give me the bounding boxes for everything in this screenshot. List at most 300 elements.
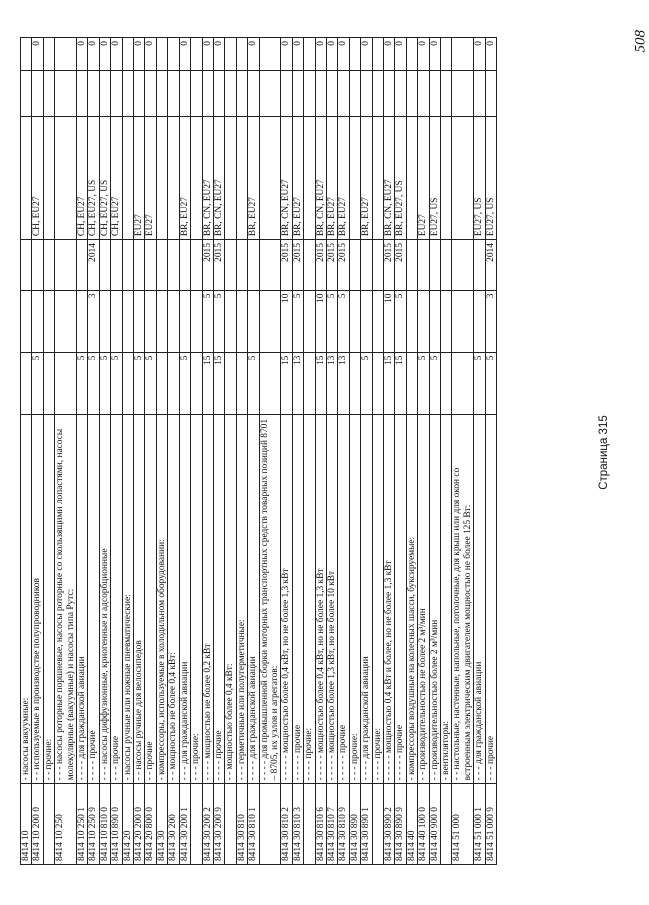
row-rate bbox=[236, 352, 247, 414]
row-rate bbox=[259, 352, 281, 414]
row-zero: 0 bbox=[99, 38, 110, 71]
row-year bbox=[361, 240, 372, 291]
table-row bbox=[145, 38, 156, 865]
table-row bbox=[179, 38, 190, 865]
row-rate-reduced: 5 bbox=[292, 290, 303, 352]
row-year bbox=[429, 240, 440, 291]
row-description: - - - - прочие bbox=[213, 414, 224, 784]
row-empty-cell bbox=[395, 70, 406, 116]
row-rate bbox=[21, 352, 32, 414]
table-row bbox=[361, 38, 372, 865]
row-empty-cell bbox=[429, 70, 440, 116]
table-row bbox=[32, 38, 43, 865]
table-row bbox=[326, 38, 337, 865]
row-countries: BR, CN, EU27 bbox=[384, 116, 395, 239]
row-countries: EU27 bbox=[145, 116, 156, 239]
row-zero: 0 bbox=[292, 38, 303, 71]
row-empty-cell bbox=[168, 70, 179, 116]
row-code: 8414 30 810 3 bbox=[292, 784, 303, 865]
row-empty-cell bbox=[156, 70, 167, 116]
row-description: - - - для гражданской авиации bbox=[179, 414, 190, 784]
row-rate-reduced bbox=[441, 290, 452, 352]
row-code: 8414 30 810 bbox=[236, 784, 247, 865]
row-year bbox=[168, 240, 179, 291]
row-empty-cell bbox=[485, 70, 496, 116]
row-empty-cell bbox=[259, 70, 281, 116]
row-zero: 0 bbox=[134, 38, 145, 71]
row-empty-cell bbox=[384, 70, 395, 116]
row-zero bbox=[304, 38, 315, 71]
row-rate bbox=[452, 352, 474, 414]
row-year: 2015 bbox=[292, 240, 303, 291]
row-countries: CH, EU27 bbox=[77, 116, 88, 239]
row-code: 8414 30 890 9 bbox=[395, 784, 406, 865]
row-description: - - прочие: bbox=[43, 414, 54, 784]
row-description: - - - для гражданской авиации bbox=[474, 414, 485, 784]
row-rate-reduced bbox=[248, 290, 259, 352]
row-rate: 15 bbox=[281, 352, 292, 414]
row-description: - - - - - мощностью более 0,4 кВт, но не более 1,3 кВт bbox=[315, 414, 326, 784]
row-description: - насосы вакуумные: bbox=[21, 414, 32, 784]
row-code: 8414 51 000 1 bbox=[474, 784, 485, 865]
row-countries: BR, EU27 bbox=[248, 116, 259, 239]
row-countries bbox=[43, 116, 54, 239]
row-year bbox=[77, 240, 88, 291]
row-code: 8414 20 bbox=[122, 784, 133, 865]
row-rate: 5 bbox=[248, 352, 259, 414]
row-rate-reduced bbox=[372, 290, 383, 352]
table-row bbox=[304, 38, 315, 865]
row-zero bbox=[43, 38, 54, 71]
row-code: 8414 30 890 bbox=[349, 784, 360, 865]
row-rate bbox=[225, 352, 236, 414]
row-countries: EU27, US bbox=[429, 116, 440, 239]
handwritten-page-number: 508 bbox=[632, 30, 648, 53]
row-rate-reduced bbox=[191, 290, 202, 352]
row-description: - - - прочие bbox=[111, 414, 122, 784]
row-description: - - мощностью более 0,4 кВт: bbox=[225, 414, 236, 784]
row-countries: CH, EU27 bbox=[32, 116, 43, 239]
row-year: 2015 bbox=[384, 240, 395, 291]
row-countries: EU27, US bbox=[474, 116, 485, 239]
row-rate: 5 bbox=[77, 352, 88, 414]
row-rate bbox=[191, 352, 202, 414]
row-year bbox=[134, 240, 145, 291]
row-code: 8414 10 200 0 bbox=[32, 784, 43, 865]
row-year: 2015 bbox=[213, 240, 224, 291]
row-empty-cell bbox=[248, 70, 259, 116]
row-empty-cell bbox=[452, 70, 474, 116]
table-row bbox=[168, 38, 179, 865]
row-zero: 0 bbox=[395, 38, 406, 71]
row-zero: 0 bbox=[145, 38, 156, 71]
row-rate: 15 bbox=[213, 352, 224, 414]
row-description: - - используемые в производстве полупроводников bbox=[32, 414, 43, 784]
row-code: 8414 10 250 bbox=[55, 784, 77, 865]
row-year bbox=[304, 240, 315, 291]
row-countries: BR, CN, EU27 bbox=[281, 116, 292, 239]
row-description: - - - - - прочие bbox=[338, 414, 349, 784]
row-empty-cell bbox=[32, 70, 43, 116]
row-rate bbox=[168, 352, 179, 414]
row-empty-cell bbox=[338, 70, 349, 116]
row-countries bbox=[21, 116, 32, 239]
row-empty-cell bbox=[191, 70, 202, 116]
row-rate bbox=[349, 352, 360, 414]
row-code: 8414 30 200 1 bbox=[179, 784, 190, 865]
row-rate-reduced bbox=[474, 290, 485, 352]
row-rate: 5 bbox=[485, 352, 496, 414]
row-countries bbox=[304, 116, 315, 239]
row-empty-cell bbox=[202, 70, 213, 116]
row-code: 8414 20 200 0 bbox=[134, 784, 145, 865]
table-row bbox=[452, 38, 474, 865]
row-empty-cell bbox=[21, 70, 32, 116]
row-description: - - - прочие: bbox=[191, 414, 202, 784]
table-row bbox=[236, 38, 247, 865]
row-year bbox=[21, 240, 32, 291]
row-rate-reduced bbox=[304, 290, 315, 352]
table-row bbox=[99, 38, 110, 865]
row-rate: 5 bbox=[145, 352, 156, 414]
row-description: - - - - мощностью не более 0,2 кВт bbox=[202, 414, 213, 784]
row-empty-cell bbox=[474, 70, 485, 116]
row-rate-reduced bbox=[452, 290, 474, 352]
row-empty-cell bbox=[315, 70, 326, 116]
row-rate: 5 bbox=[32, 352, 43, 414]
row-year: 2015 bbox=[202, 240, 213, 291]
row-rate: 15 bbox=[395, 352, 406, 414]
row-rate-reduced bbox=[111, 290, 122, 352]
row-countries bbox=[156, 116, 167, 239]
row-description: - - - - прочие: bbox=[372, 414, 383, 784]
row-description: - - мощностью не более 0,4 кВт: bbox=[168, 414, 179, 784]
row-zero bbox=[191, 38, 202, 71]
row-countries bbox=[441, 116, 452, 239]
row-code: 8414 30 810 7 bbox=[326, 784, 337, 865]
row-description: - - - герметичные или полугерметичные: bbox=[236, 414, 247, 784]
row-zero: 0 bbox=[326, 38, 337, 71]
row-rate-reduced: 5 bbox=[395, 290, 406, 352]
row-year bbox=[111, 240, 122, 291]
row-year: 2015 bbox=[281, 240, 292, 291]
row-zero: 0 bbox=[248, 38, 259, 71]
row-rate-reduced bbox=[418, 290, 429, 352]
row-year bbox=[236, 240, 247, 291]
row-rate-reduced bbox=[145, 290, 156, 352]
row-year bbox=[225, 240, 236, 291]
row-description: - - - - - прочие bbox=[395, 414, 406, 784]
table-row bbox=[43, 38, 54, 865]
row-rate: 5 bbox=[474, 352, 485, 414]
row-rate: 13 bbox=[338, 352, 349, 414]
row-code: 8414 10 890 0 bbox=[111, 784, 122, 865]
row-year bbox=[122, 240, 133, 291]
row-countries: BR, CN, EU27 bbox=[202, 116, 213, 239]
row-empty-cell bbox=[122, 70, 133, 116]
row-countries bbox=[236, 116, 247, 239]
row-rate-reduced bbox=[168, 290, 179, 352]
row-description: - - - - для гражданской авиации bbox=[248, 414, 259, 784]
row-countries: EU27 bbox=[134, 116, 145, 239]
row-year bbox=[145, 240, 156, 291]
row-year bbox=[474, 240, 485, 291]
row-zero: 0 bbox=[361, 38, 372, 71]
row-empty-cell bbox=[441, 70, 452, 116]
row-description: - - - - - прочие bbox=[292, 414, 303, 784]
row-description: - - - - для гражданской авиации bbox=[361, 414, 372, 784]
row-rate bbox=[43, 352, 54, 414]
table-row bbox=[281, 38, 292, 865]
row-empty-cell bbox=[77, 70, 88, 116]
row-empty-cell bbox=[43, 70, 54, 116]
row-year: 2015 bbox=[338, 240, 349, 291]
row-rate: 5 bbox=[99, 352, 110, 414]
table-row bbox=[77, 38, 88, 865]
row-countries bbox=[168, 116, 179, 239]
row-year: 2015 bbox=[326, 240, 337, 291]
table-row bbox=[156, 38, 167, 865]
row-empty-cell bbox=[418, 70, 429, 116]
row-zero bbox=[168, 38, 179, 71]
table-row bbox=[429, 38, 440, 865]
row-rate bbox=[304, 352, 315, 414]
row-countries: CH, EU27, US bbox=[88, 116, 99, 239]
row-description: - компрессоры воздушные на колесных шасси, буксируемые: bbox=[406, 414, 417, 784]
row-countries: BR, EU27 bbox=[292, 116, 303, 239]
row-zero bbox=[441, 38, 452, 71]
row-code: 8414 30 810 6 bbox=[315, 784, 326, 865]
row-empty-cell bbox=[111, 70, 122, 116]
table-row bbox=[259, 38, 281, 865]
row-rate-reduced: 5 bbox=[338, 290, 349, 352]
row-rate-reduced bbox=[349, 290, 360, 352]
row-code: 8414 30 890 2 bbox=[384, 784, 395, 865]
page-footer: Страница 315 bbox=[598, 415, 610, 490]
row-year: 2014 bbox=[485, 240, 496, 291]
table-row bbox=[315, 38, 326, 865]
row-empty-cell bbox=[179, 70, 190, 116]
row-year bbox=[259, 240, 281, 291]
row-countries: EU27 bbox=[418, 116, 429, 239]
row-rate-reduced bbox=[361, 290, 372, 352]
row-countries bbox=[55, 116, 77, 239]
tariff-table bbox=[20, 37, 497, 865]
row-rate: 5 bbox=[134, 352, 145, 414]
row-year bbox=[99, 240, 110, 291]
row-rate bbox=[372, 352, 383, 414]
row-countries: BR, CN, EU27 bbox=[315, 116, 326, 239]
table-row bbox=[88, 38, 99, 865]
row-empty-cell bbox=[145, 70, 156, 116]
row-year bbox=[55, 240, 77, 291]
row-countries: BR, CN, EU27 bbox=[213, 116, 224, 239]
row-rate bbox=[441, 352, 452, 414]
row-year bbox=[349, 240, 360, 291]
row-code: 8414 51 000 bbox=[452, 784, 474, 865]
table-row bbox=[213, 38, 224, 865]
row-rate-reduced: 10 bbox=[384, 290, 395, 352]
row-description: - - - - - мощностью 0,4 кВт и более, но не более 1,3 кВт bbox=[384, 414, 395, 784]
row-countries bbox=[122, 116, 133, 239]
row-empty-cell bbox=[292, 70, 303, 116]
row-countries bbox=[452, 116, 474, 239]
row-code: 8414 40 900 0 bbox=[429, 784, 440, 865]
row-zero: 0 bbox=[474, 38, 485, 71]
row-rate-reduced: 5 bbox=[213, 290, 224, 352]
row-zero: 0 bbox=[485, 38, 496, 71]
row-rate-reduced bbox=[99, 290, 110, 352]
row-description: - насосы ручные или ножные пневматические: bbox=[122, 414, 133, 784]
row-zero: 0 bbox=[88, 38, 99, 71]
row-rate-reduced: 10 bbox=[315, 290, 326, 352]
row-year bbox=[441, 240, 452, 291]
table-row bbox=[372, 38, 383, 865]
row-rate-reduced bbox=[55, 290, 77, 352]
row-rate-reduced: 3 bbox=[485, 290, 496, 352]
row-year: 2014 bbox=[88, 240, 99, 291]
row-rate-reduced bbox=[236, 290, 247, 352]
table-row bbox=[395, 38, 406, 865]
row-description: - - производительностью не более 2 м³/мин bbox=[418, 414, 429, 784]
row-rate-reduced bbox=[179, 290, 190, 352]
table-row bbox=[418, 38, 429, 865]
row-zero bbox=[259, 38, 281, 71]
row-zero: 0 bbox=[32, 38, 43, 71]
row-rate: 5 bbox=[88, 352, 99, 414]
row-year bbox=[32, 240, 43, 291]
row-rate-reduced bbox=[259, 290, 281, 352]
row-empty-cell bbox=[304, 70, 315, 116]
row-rate-reduced bbox=[429, 290, 440, 352]
row-zero: 0 bbox=[281, 38, 292, 71]
row-rate bbox=[122, 352, 133, 414]
row-countries bbox=[372, 116, 383, 239]
row-countries bbox=[406, 116, 417, 239]
row-zero bbox=[55, 38, 77, 71]
row-rate-reduced bbox=[156, 290, 167, 352]
row-countries: BR, EU27 bbox=[361, 116, 372, 239]
row-description: - - насосы ручные для велосипедов bbox=[134, 414, 145, 784]
row-description: - - - насосы диффузионные, криогенные и адсорбционные bbox=[99, 414, 110, 784]
row-code: 8414 30 200 9 bbox=[213, 784, 224, 865]
row-code: 8414 30 890 1 bbox=[361, 784, 372, 865]
row-description: - - - - - мощностью более 0,4 кВт, но не более 1,3 кВт bbox=[281, 414, 292, 784]
table-row bbox=[406, 38, 417, 865]
row-countries bbox=[349, 116, 360, 239]
row-countries: BR, EU27 bbox=[338, 116, 349, 239]
row-rate-reduced: 10 bbox=[281, 290, 292, 352]
row-countries: EU27, US bbox=[485, 116, 496, 239]
row-zero: 0 bbox=[202, 38, 213, 71]
row-code: 8414 30 810 2 bbox=[281, 784, 292, 865]
row-year bbox=[156, 240, 167, 291]
row-zero: 0 bbox=[179, 38, 190, 71]
row-rate bbox=[55, 352, 77, 414]
row-zero bbox=[225, 38, 236, 71]
row-empty-cell bbox=[134, 70, 145, 116]
row-rate: 5 bbox=[361, 352, 372, 414]
row-description: - - - прочие: bbox=[349, 414, 360, 784]
row-code bbox=[43, 784, 54, 865]
row-description: - - - - прочие: bbox=[304, 414, 315, 784]
row-year bbox=[191, 240, 202, 291]
row-zero bbox=[349, 38, 360, 71]
row-description: - - - - - мощностью более 1,3 кВт, но не более 10 кВт bbox=[326, 414, 337, 784]
row-rate: 15 bbox=[384, 352, 395, 414]
row-countries bbox=[259, 116, 281, 239]
table-row bbox=[191, 38, 202, 865]
row-code bbox=[304, 784, 315, 865]
row-empty-cell bbox=[281, 70, 292, 116]
row-zero: 0 bbox=[429, 38, 440, 71]
table-row bbox=[349, 38, 360, 865]
row-code: 8414 30 810 1 bbox=[248, 784, 259, 865]
row-zero: 0 bbox=[315, 38, 326, 71]
row-description: - - прочие bbox=[145, 414, 156, 784]
row-countries: BR, EU27 bbox=[326, 116, 337, 239]
row-rate: 13 bbox=[326, 352, 337, 414]
row-description: - компрессоры, используемые в холодильном оборудовании: bbox=[156, 414, 167, 784]
row-zero: 0 bbox=[213, 38, 224, 71]
row-rate: 5 bbox=[179, 352, 190, 414]
row-description: - - - - для гражданской авиации bbox=[77, 414, 88, 784]
row-year bbox=[179, 240, 190, 291]
row-rate-reduced bbox=[77, 290, 88, 352]
row-rate: 15 bbox=[202, 352, 213, 414]
row-description: - - настольные, настенные, напольные, потолочные, для крыш или для окон со встроенным электрическим двигателем мощностью не более 125 Вт: bbox=[452, 414, 474, 784]
row-code: 8414 30 810 9 bbox=[338, 784, 349, 865]
row-code: 8414 40 100 0 bbox=[418, 784, 429, 865]
table-row bbox=[202, 38, 213, 865]
row-empty-cell bbox=[99, 70, 110, 116]
row-rate-reduced bbox=[134, 290, 145, 352]
table-row bbox=[21, 38, 32, 865]
row-zero bbox=[236, 38, 247, 71]
row-empty-cell bbox=[236, 70, 247, 116]
row-year: 2015 bbox=[395, 240, 406, 291]
row-description: - вентиляторы: bbox=[441, 414, 452, 784]
row-code: 8414 10 250 9 bbox=[88, 784, 99, 865]
row-zero: 0 bbox=[77, 38, 88, 71]
table-row bbox=[384, 38, 395, 865]
row-zero bbox=[372, 38, 383, 71]
row-code: 8414 10 810 0 bbox=[99, 784, 110, 865]
row-code: 8414 30 200 bbox=[168, 784, 179, 865]
table-row bbox=[338, 38, 349, 865]
row-countries: BR, EU27 bbox=[179, 116, 190, 239]
row-description: - - - насосы роторные поршневые, насосы роторные со скользящими лопастями, насосы молекулярные (вакуумные) и насосы типа Рутс: bbox=[55, 414, 77, 784]
row-code bbox=[441, 784, 452, 865]
row-rate: 5 bbox=[429, 352, 440, 414]
row-empty-cell bbox=[349, 70, 360, 116]
row-empty-cell bbox=[406, 70, 417, 116]
row-code bbox=[259, 784, 281, 865]
row-code bbox=[191, 784, 202, 865]
table-row bbox=[134, 38, 145, 865]
row-code bbox=[225, 784, 236, 865]
row-description: - - - - для промышленной сборки моторных транспортных средств товарных позиций 8701 – 8705, их узлов и агрегатов: bbox=[259, 414, 281, 784]
row-countries: CH, EU27, US bbox=[99, 116, 110, 239]
row-year bbox=[406, 240, 417, 291]
row-description: - - - прочие bbox=[485, 414, 496, 784]
row-zero bbox=[452, 38, 474, 71]
row-rate-reduced bbox=[406, 290, 417, 352]
row-zero: 0 bbox=[111, 38, 122, 71]
row-empty-cell bbox=[213, 70, 224, 116]
row-code: 8414 40 bbox=[406, 784, 417, 865]
row-code: 8414 20 800 0 bbox=[145, 784, 156, 865]
